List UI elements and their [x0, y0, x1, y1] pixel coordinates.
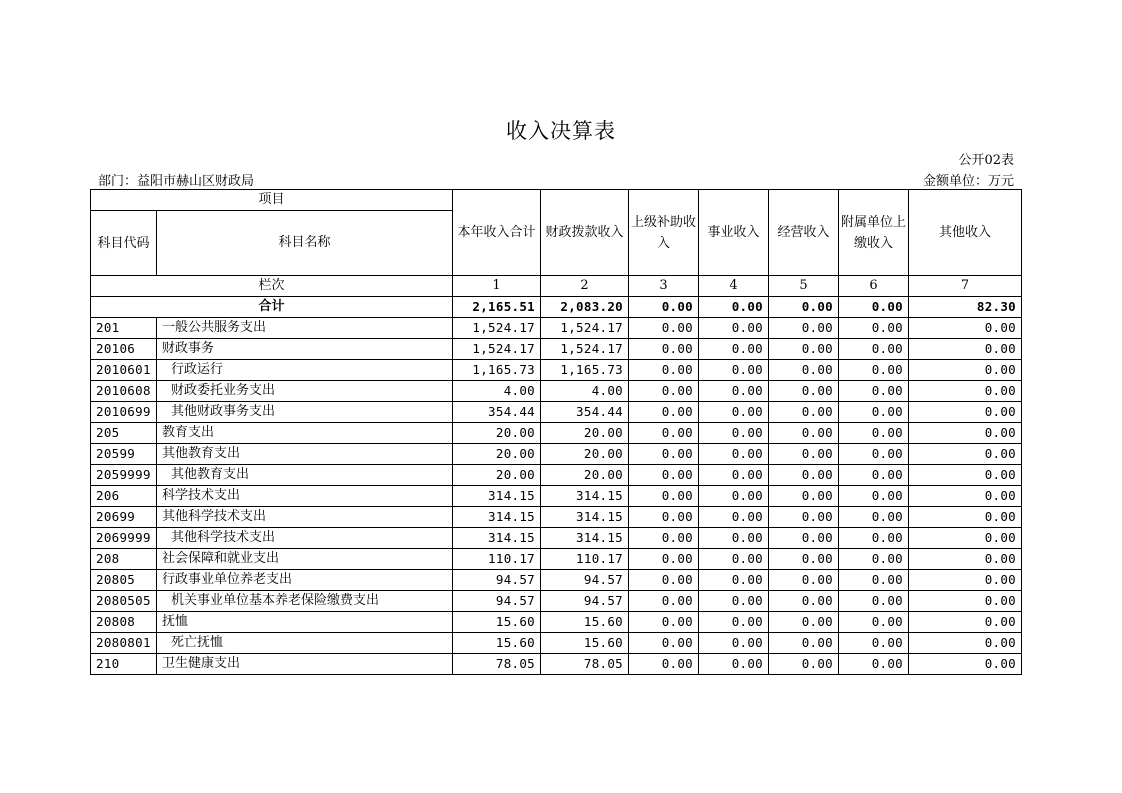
- row-value: 20.00: [453, 444, 541, 465]
- row-value: 0.00: [909, 633, 1022, 654]
- row-value: 354.44: [541, 402, 629, 423]
- row-value: 0.00: [839, 318, 909, 339]
- row-value: 0.00: [839, 486, 909, 507]
- total-value: 2,165.51: [453, 297, 541, 318]
- row-value: 0.00: [699, 381, 769, 402]
- row-value: 1,524.17: [541, 318, 629, 339]
- col-number-1: 1: [453, 276, 541, 297]
- row-value: 0.00: [769, 570, 839, 591]
- row-value: 0.00: [629, 591, 699, 612]
- row-code: 20106: [91, 339, 157, 360]
- header-col-1: 本年收入合计: [453, 190, 541, 276]
- table-row: [91, 423, 1022, 444]
- col-number-7: 7: [909, 276, 1022, 297]
- row-value: 110.17: [453, 549, 541, 570]
- row-value: 1,524.17: [453, 318, 541, 339]
- row-value: 20.00: [541, 465, 629, 486]
- row-value: 0.00: [769, 423, 839, 444]
- row-value: 0.00: [769, 360, 839, 381]
- row-value: 20.00: [541, 423, 629, 444]
- row-value: 0.00: [839, 549, 909, 570]
- table-row: [91, 402, 1022, 423]
- row-code: 2059999: [91, 465, 157, 486]
- row-value: 314.15: [453, 528, 541, 549]
- row-value: 0.00: [629, 633, 699, 654]
- page-title: 收入决算表: [506, 119, 616, 143]
- table-row: [91, 633, 1022, 654]
- row-name: 行政事业单位养老支出: [157, 570, 453, 591]
- header-col-6: 附属单位上缴收入: [839, 190, 909, 276]
- row-value: 15.60: [541, 633, 629, 654]
- row-value: 0.00: [769, 381, 839, 402]
- row-value: 94.57: [453, 591, 541, 612]
- row-code: 2069999: [91, 528, 157, 549]
- header-col-4: 事业收入: [699, 190, 769, 276]
- table-header: [91, 190, 1022, 297]
- row-name: 卫生健康支出: [157, 654, 453, 675]
- row-value: 0.00: [839, 339, 909, 360]
- row-value: 0.00: [699, 423, 769, 444]
- row-value: 0.00: [839, 402, 909, 423]
- row-name: 科学技术支出: [157, 486, 453, 507]
- row-code: 201: [91, 318, 157, 339]
- total-row: [91, 297, 1022, 318]
- total-label: 合计: [91, 297, 453, 318]
- col-number-5: 5: [769, 276, 839, 297]
- row-value: 0.00: [699, 318, 769, 339]
- row-value: 0.00: [909, 444, 1022, 465]
- row-value: 0.00: [909, 507, 1022, 528]
- total-value: 0.00: [699, 297, 769, 318]
- row-value: 94.57: [541, 570, 629, 591]
- row-value: 0.00: [629, 444, 699, 465]
- row-value: 0.00: [909, 402, 1022, 423]
- row-value: 0.00: [769, 612, 839, 633]
- row-value: 0.00: [839, 633, 909, 654]
- row-value: 0.00: [769, 507, 839, 528]
- row-value: 0.00: [699, 402, 769, 423]
- row-code: 206: [91, 486, 157, 507]
- table-row: [91, 339, 1022, 360]
- row-code: 2080505: [91, 591, 157, 612]
- row-value: 0.00: [629, 549, 699, 570]
- row-value: 0.00: [629, 402, 699, 423]
- row-code: 2080801: [91, 633, 157, 654]
- row-value: 0.00: [909, 423, 1022, 444]
- row-value: 0.00: [909, 528, 1022, 549]
- row-value: 94.57: [541, 591, 629, 612]
- col-number-3: 3: [629, 276, 699, 297]
- form-number: 公开02表: [958, 153, 1014, 168]
- row-value: 20.00: [453, 465, 541, 486]
- table-row: [91, 444, 1022, 465]
- row-value: 0.00: [769, 465, 839, 486]
- row-value: 1,524.17: [541, 339, 629, 360]
- table-row: [91, 570, 1022, 591]
- row-value: 0.00: [629, 339, 699, 360]
- row-value: 314.15: [453, 486, 541, 507]
- row-value: 0.00: [839, 360, 909, 381]
- row-value: 0.00: [699, 486, 769, 507]
- row-name: 其他科学技术支出: [157, 528, 453, 549]
- row-code: 2010699: [91, 402, 157, 423]
- row-value: 0.00: [769, 654, 839, 675]
- unit-label: 金额单位：万元: [922, 174, 1014, 189]
- row-value: 314.15: [541, 486, 629, 507]
- table-row: [91, 528, 1022, 549]
- row-value: 0.00: [769, 318, 839, 339]
- row-value: 20.00: [453, 423, 541, 444]
- row-value: 0.00: [769, 633, 839, 654]
- row-name: 教育支出: [157, 423, 453, 444]
- row-name: 其他财政事务支出: [157, 402, 453, 423]
- row-value: 78.05: [541, 654, 629, 675]
- table-row: [91, 318, 1022, 339]
- row-value: 0.00: [839, 528, 909, 549]
- row-name: 抚恤: [157, 612, 453, 633]
- row-value: 0.00: [629, 423, 699, 444]
- income-table: [90, 189, 1022, 675]
- row-value: 0.00: [909, 339, 1022, 360]
- row-name: 其他教育支出: [157, 465, 453, 486]
- row-value: 1,165.73: [453, 360, 541, 381]
- table-body: [91, 297, 1022, 675]
- row-name: 一般公共服务支出: [157, 318, 453, 339]
- row-value: 4.00: [453, 381, 541, 402]
- header-col-2: 财政拨款收入: [541, 190, 629, 276]
- row-name: 行政运行: [157, 360, 453, 381]
- row-value: 0.00: [909, 381, 1022, 402]
- row-code: 208: [91, 549, 157, 570]
- table-row: [91, 549, 1022, 570]
- total-value: 0.00: [629, 297, 699, 318]
- row-code: 2010601: [91, 360, 157, 381]
- department-label: 部门：益阳市赫山区财政局: [98, 174, 255, 189]
- header-lanci: 栏次: [91, 276, 453, 297]
- header-project: 项目: [91, 190, 453, 211]
- row-value: 20.00: [541, 444, 629, 465]
- header-col-7: 其他收入: [909, 190, 1022, 276]
- header-col-5: 经营收入: [769, 190, 839, 276]
- total-value: 0.00: [769, 297, 839, 318]
- row-code: 20699: [91, 507, 157, 528]
- row-value: 0.00: [909, 570, 1022, 591]
- row-value: 0.00: [629, 612, 699, 633]
- row-value: 0.00: [699, 465, 769, 486]
- table-row: [91, 612, 1022, 633]
- row-value: 78.05: [453, 654, 541, 675]
- row-value: 0.00: [839, 444, 909, 465]
- col-number-4: 4: [699, 276, 769, 297]
- row-value: 0.00: [699, 633, 769, 654]
- row-value: 0.00: [909, 591, 1022, 612]
- table-row: [91, 591, 1022, 612]
- row-value: 0.00: [839, 654, 909, 675]
- total-value: 2,083.20: [541, 297, 629, 318]
- row-name: 其他教育支出: [157, 444, 453, 465]
- table-row: [91, 465, 1022, 486]
- row-value: 0.00: [699, 654, 769, 675]
- row-value: 15.60: [453, 612, 541, 633]
- row-value: 0.00: [909, 654, 1022, 675]
- row-value: 0.00: [629, 528, 699, 549]
- row-value: 0.00: [769, 486, 839, 507]
- table-row: [91, 654, 1022, 675]
- table-row: [91, 507, 1022, 528]
- row-value: 0.00: [839, 507, 909, 528]
- row-name: 死亡抚恤: [157, 633, 453, 654]
- row-value: 0.00: [769, 339, 839, 360]
- row-value: 110.17: [541, 549, 629, 570]
- row-value: 314.15: [453, 507, 541, 528]
- row-value: 314.15: [541, 507, 629, 528]
- row-value: 0.00: [909, 465, 1022, 486]
- row-value: 0.00: [769, 591, 839, 612]
- row-value: 0.00: [769, 528, 839, 549]
- row-value: 0.00: [699, 444, 769, 465]
- header-col-3: 上级补助收入: [629, 190, 699, 276]
- row-value: 0.00: [909, 486, 1022, 507]
- row-value: 0.00: [629, 360, 699, 381]
- row-value: 15.60: [541, 612, 629, 633]
- row-value: 4.00: [541, 381, 629, 402]
- row-value: 0.00: [839, 570, 909, 591]
- row-value: 0.00: [699, 570, 769, 591]
- row-value: 1,165.73: [541, 360, 629, 381]
- table-row: [91, 486, 1022, 507]
- row-value: 0.00: [769, 402, 839, 423]
- total-value: 82.30: [909, 297, 1022, 318]
- row-value: 0.00: [699, 549, 769, 570]
- row-value: 0.00: [629, 465, 699, 486]
- row-value: 0.00: [699, 591, 769, 612]
- row-code: 20599: [91, 444, 157, 465]
- row-value: 0.00: [699, 507, 769, 528]
- row-value: 0.00: [769, 444, 839, 465]
- row-code: 2010608: [91, 381, 157, 402]
- row-code: 210: [91, 654, 157, 675]
- row-code: 20808: [91, 612, 157, 633]
- row-value: 0.00: [699, 528, 769, 549]
- row-value: 0.00: [839, 423, 909, 444]
- row-name: 社会保障和就业支出: [157, 549, 453, 570]
- row-name: 机关事业单位基本养老保险缴费支出: [157, 591, 453, 612]
- row-value: 94.57: [453, 570, 541, 591]
- row-value: 0.00: [629, 570, 699, 591]
- row-name: 其他科学技术支出: [157, 507, 453, 528]
- row-name: 财政委托业务支出: [157, 381, 453, 402]
- row-value: 0.00: [629, 507, 699, 528]
- row-name: 财政事务: [157, 339, 453, 360]
- row-value: 314.15: [541, 528, 629, 549]
- col-number-2: 2: [541, 276, 629, 297]
- table-row: [91, 381, 1022, 402]
- row-value: 0.00: [629, 486, 699, 507]
- row-value: 0.00: [699, 360, 769, 381]
- row-value: 0.00: [839, 381, 909, 402]
- row-value: 0.00: [839, 612, 909, 633]
- row-value: 0.00: [909, 612, 1022, 633]
- row-value: 0.00: [629, 318, 699, 339]
- row-value: 1,524.17: [453, 339, 541, 360]
- header-code: 科目代码: [91, 211, 157, 276]
- row-value: 0.00: [699, 612, 769, 633]
- header-name: 科目名称: [157, 211, 453, 276]
- row-value: 0.00: [699, 339, 769, 360]
- row-code: 205: [91, 423, 157, 444]
- row-value: 354.44: [453, 402, 541, 423]
- row-value: 0.00: [839, 591, 909, 612]
- row-value: 15.60: [453, 633, 541, 654]
- row-value: 0.00: [909, 360, 1022, 381]
- total-value: 0.00: [839, 297, 909, 318]
- row-value: 0.00: [629, 654, 699, 675]
- row-value: 0.00: [839, 465, 909, 486]
- row-value: 0.00: [909, 549, 1022, 570]
- table-row: [91, 360, 1022, 381]
- row-value: 0.00: [629, 381, 699, 402]
- row-value: 0.00: [769, 549, 839, 570]
- col-number-6: 6: [839, 276, 909, 297]
- row-code: 20805: [91, 570, 157, 591]
- row-value: 0.00: [909, 318, 1022, 339]
